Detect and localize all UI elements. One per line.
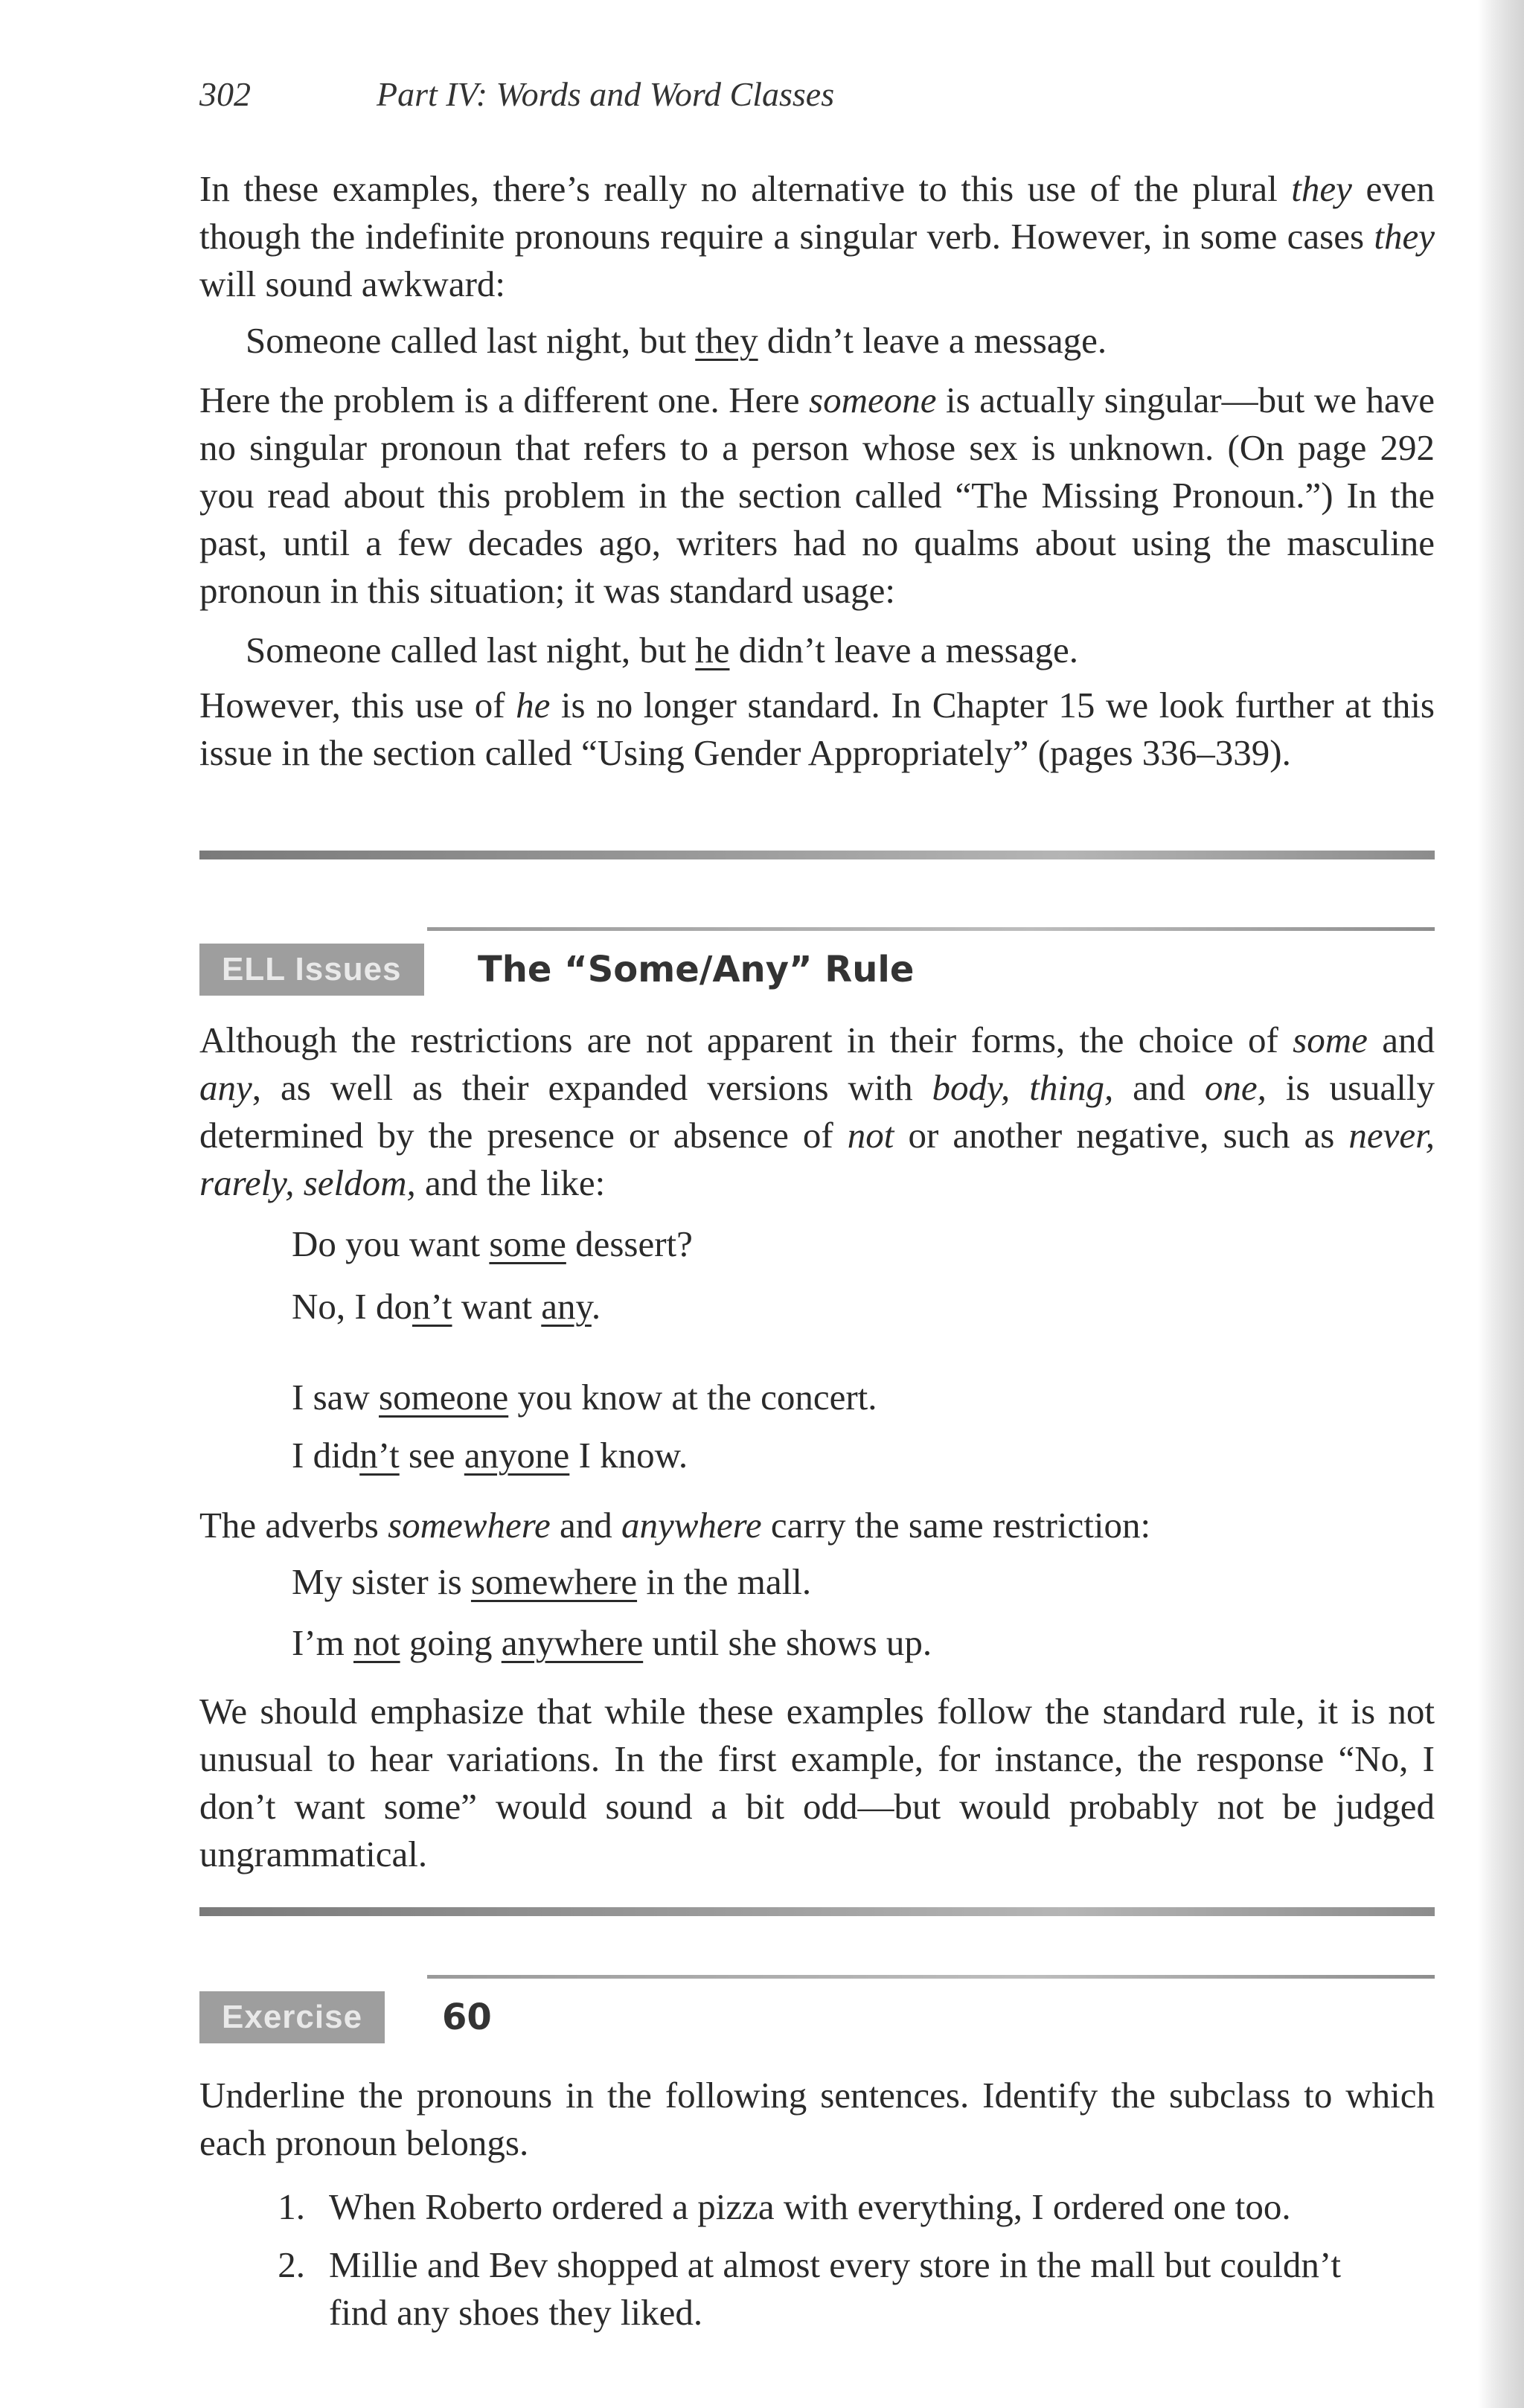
section-divider-2 <box>199 1907 1435 1916</box>
page-number: 302 <box>199 75 251 113</box>
section-divider <box>199 851 1435 859</box>
exercise-header-rule <box>427 1975 1435 1979</box>
running-header <box>199 74 834 114</box>
ell-paragraph-3: We should emphasize that while these examples follow the standard rule, it is not unusual to hear variations. In the first example, for instance, the response “No, I don’t want some” would sound a bit odd—but would probably not be judged ungrammatical. <box>199 1691 1435 1874</box>
ell-example-4: I didn’t see anyone I know. <box>292 1435 688 1476</box>
example-he: Someone called last night, but he didn’t leave a message. <box>246 630 1078 670</box>
ell-example-6: I’m not going anywhere until she shows up. <box>292 1622 932 1663</box>
exercise-number: 60 <box>442 1996 492 2038</box>
ell-example-1: Do you want some dessert? <box>292 1223 693 1264</box>
ell-example-5: My sister is somewhere in the mall. <box>292 1561 812 1602</box>
intro-paragraph-3: However, this use of he is no longer standard. In Chapter 15 we look further at this issue in the section called “Using Gender Appropriately” (pages 336–339). <box>199 685 1435 773</box>
exercise-instructions: Underline the pronouns in the following sentences. Identify the subclass to which each pronoun belongs. <box>199 2075 1435 2163</box>
page-edge-shadow <box>1478 0 1524 2408</box>
ell-issues-badge: ELL Issues <box>199 944 424 996</box>
intro-paragraph-2: Here the problem is a different one. Here someone is actually singular—but we have no singular pronoun that refers to a person whose sex is unknown. (On page 292 you read about this problem in the section called “The Missing Pronoun.”) In the past, until a few decades ago, writers had no qualms about using the masculine pronoun in this situation; it was standard usage: <box>199 380 1435 611</box>
intro-paragraph-1: In these examples, there’s really no alternative to this use of the plural they even though the indefinite pronouns require a singular verb. However, in some cases they will sound awkward: <box>199 168 1435 304</box>
ell-paragraph-1: Although the restrictions are not apparent in their forms, the choice of some and any, as well as their expanded versions with body, thing, and one, is usually determined by the presence or absence of not or another negative, such as never, rarely, seldom, and the like: <box>199 1019 1435 1203</box>
ell-box-title: The “Some/Any” Rule <box>478 949 915 990</box>
running-title: Part IV: Words and Word Classes <box>377 75 835 113</box>
ell-example-2: No, I don’t want any. <box>292 1286 601 1327</box>
ell-example-3: I saw someone you know at the concert. <box>292 1377 877 1418</box>
exercise-badge: Exercise <box>199 1991 385 2043</box>
ell-header-rule <box>427 927 1435 931</box>
example-they: Someone called last night, but they didn’t leave a message. <box>246 320 1107 361</box>
ell-paragraph-2: The adverbs somewhere and anywhere carry the same restriction: <box>199 1505 1151 1546</box>
